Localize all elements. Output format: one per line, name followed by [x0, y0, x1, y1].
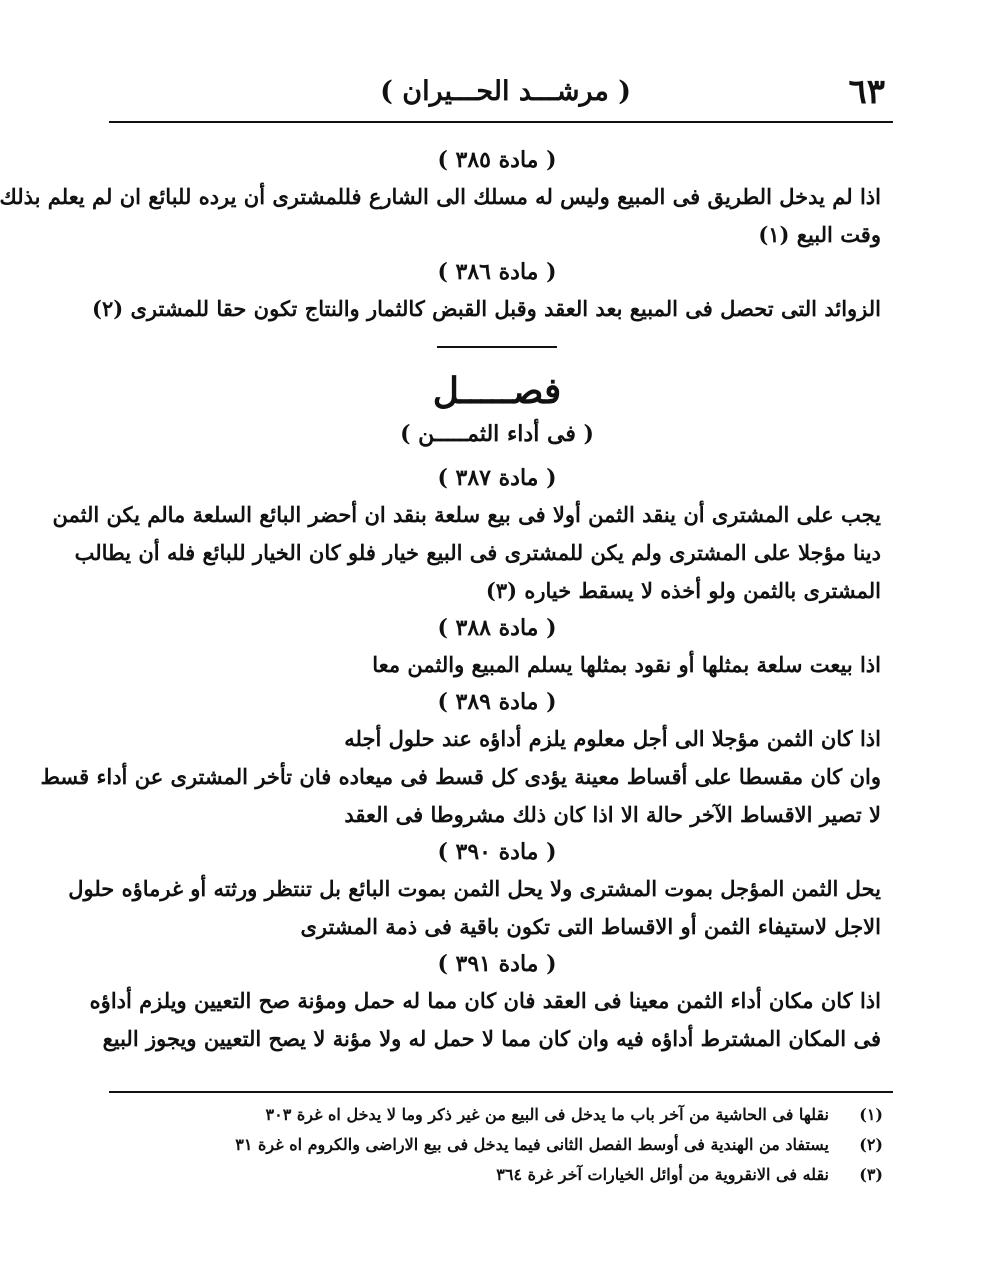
article-391-line-2: فى المكان المشترط أداؤه فيه وان كان مما لا حمل له ولا مؤنة لا يصح التعيين ويجوز البيع: [102, 1026, 881, 1051]
article-387-line-3: المشترى بالثمن ولو أخذه لا يسقط خياره (٣): [485, 578, 881, 603]
footnote-1: [123, 1100, 883, 1130]
footnote-rule: [109, 1091, 893, 1093]
article-387-line-1: يجب على المشترى أن ينقد الثمن أولا فى بيع سلعة بنقد ان أحضر البائع السلعة مالم يكن الثمن: [52, 502, 881, 527]
article-391-line-1: اذا كان مكان أداء الثمن معينا فى العقد فان كان مما له حمل ومؤنة صح التعيين ويلزم أداؤه: [89, 988, 881, 1013]
page-number: ٦٣: [848, 72, 885, 112]
article-385-line-2: وقت البيع (١): [758, 222, 881, 247]
page-header: [109, 68, 893, 116]
main-text: [0, 142, 881, 1058]
article-390-line-1: يحل الثمن المؤجل بموت المشترى ولا يحل الثمن بموت البائع بل تنتظر ورثته أو غرماؤه حلول: [68, 876, 881, 901]
running-title: ( مرشـــد الحـــيران ): [380, 76, 631, 107]
article-heading-390: ( مادة ٣٩٠ ): [437, 839, 557, 865]
footnote-3: [123, 1160, 883, 1190]
article-388-line-1: اذا بيعت سلعة بمثلها أو نقود بمثلها يسلم المبيع والثمن معا: [372, 652, 881, 677]
section-title: فصـــــل: [432, 370, 562, 412]
header-rule: [109, 121, 893, 123]
footnote-marker: (٢): [859, 1135, 883, 1154]
section-subtitle: ( فى أداء الثمـــــن ): [400, 421, 594, 447]
article-heading-385: ( مادة ٣٨٥ ): [437, 147, 557, 173]
section-divider: [437, 346, 557, 348]
footnotes: [123, 1100, 883, 1190]
article-390-line-2: الاجل لاستيفاء الثمن أو الاقساط التى تكون باقية فى ذمة المشترى: [300, 914, 881, 939]
article-heading-387: ( مادة ٣٨٧ ): [437, 465, 557, 491]
article-389-line-3: لا تصير الاقساط الآخر حالة الا اذا كان ذلك مشروطا فى العقد: [344, 802, 881, 827]
article-heading-389: ( مادة ٣٨٩ ): [437, 689, 557, 715]
article-heading-391: ( مادة ٣٩١ ): [437, 951, 557, 977]
footnote-text: يستفاد من الهندية فى أوسط الفصل الثانى فيما يدخل فى بيع الاراضى والكروم اه غرة ٣١: [235, 1135, 829, 1154]
article-heading-388: ( مادة ٣٨٨ ): [437, 615, 557, 641]
article-heading-386: ( مادة ٣٨٦ ): [437, 259, 557, 285]
article-389-line-1: اذا كان الثمن مؤجلا الى أجل معلوم يلزم أداؤه عند حلول أجله: [344, 726, 881, 751]
footnote-marker: (٣): [859, 1165, 883, 1184]
footnote-marker: (١): [859, 1105, 883, 1124]
footnote-2: [123, 1130, 883, 1160]
footnote-text: نقلها فى الحاشية من آخر باب ما يدخل فى البيع من غير ذكر وما لا يدخل اه غرة ٣٠٣: [265, 1105, 829, 1124]
footnote-text: نقله فى الانقروية من أوائل الخيارات آخر غرة ٣٦٤: [496, 1165, 829, 1184]
article-385-line-1: اذا لم يدخل الطريق فى المبيع وليس له مسلك الى الشارع فللمشترى أن يرده للبائع ان لم يعلم بذلك: [0, 184, 881, 209]
article-389-line-2: وان كان مقسطا على أقساط معينة يؤدى كل قسط فى ميعاده فان تأخر المشترى عن أداء قسط: [40, 764, 881, 789]
article-386-line-1: الزوائد التى تحصل فى المبيع بعد العقد وقبل القبض كالثمار والنتاج تكون حقا للمشترى (٢): [92, 296, 881, 321]
article-387-line-2: دينا مؤجلا على المشترى ولم يكن للمشترى فى البيع خيار فلو كان الخيار للبائع فله أن يطالب: [74, 540, 881, 565]
